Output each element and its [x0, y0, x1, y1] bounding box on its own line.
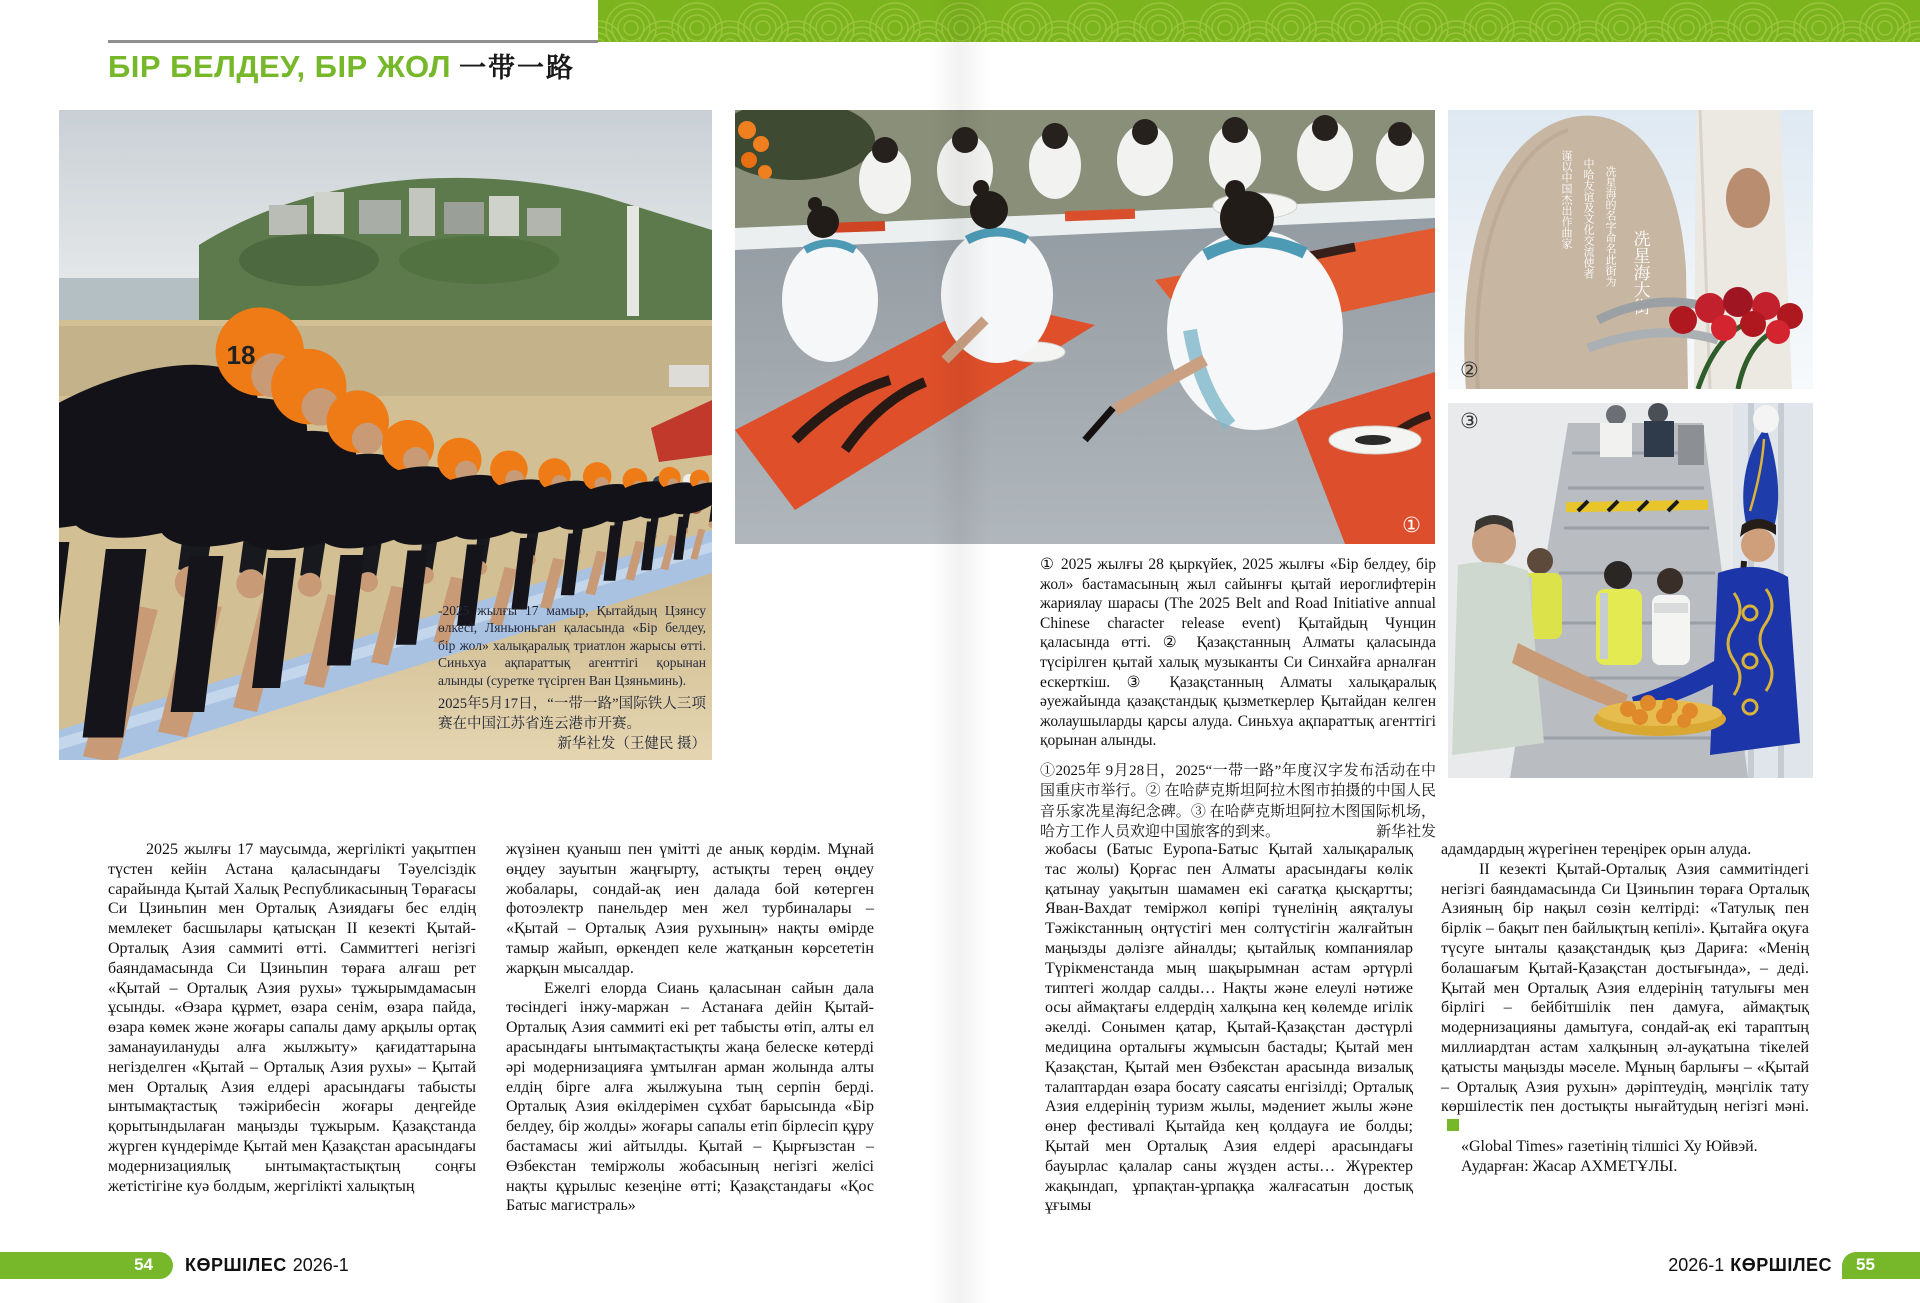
magazine-name: КӨРШІЛЕС — [185, 1254, 287, 1275]
article-paragraph: адамдардың жүрегінен тереңірек орын алуда. — [1441, 841, 1752, 858]
monument-illustration — [1448, 110, 1813, 389]
airport-illustration — [1448, 403, 1813, 778]
photo-triathlon — [59, 110, 712, 760]
page-title — [108, 46, 575, 85]
footer-right — [1662, 1250, 1920, 1280]
article-paragraph: жобасы (Батыс Еуропа-Батыс Қытай халықаралық тас жолы) Қорғас пен Алматы арасындағы көлік қатынау уақытын шамамен екі сағатқа қысқартты; Яван-Вахдат теміржол көпірі түнелінің аяқталуы Тәжікстанның оңтүстігі мен солтүстігін жалғайтын маңызды дәлізге айналды; қытайлық компаниялар Түрікменстанда мың шақырымнан астам әртүрлі типтегі жолдар салды… Нақты және елеулі нәтиже осы аймақтағы елдердің халқына кең көлемде игілік әкелді. Сонымен қатар, Қытай-Қазақстан дәстүрлі медицина орталығы жұмысын бастады; Қытай мен Қазақстан, Қытай мен Өзбекстан арасында визалық талаптардан өзара босату саясаты енгізілді; Орталық Азия елдерінің туризм жылы, мәдениет жылы және өнер фестивалі Қытайда кең қолдауға ие болды; Қытай мен Орталық Азия елдері арасындағы бауырлас қалалар саны жүзден асты… Жүректер жақындап, ұрпақтан-ұрпаққа жалғасатын достық ұғымы — [1045, 841, 1413, 1215]
monument-inscription-line3: 冼星海的名字命名此街为 — [1604, 166, 1616, 287]
photo-airport — [1448, 403, 1813, 778]
triathlon-caption — [438, 602, 706, 755]
footer-left — [0, 1250, 355, 1280]
article-column-3 — [1045, 840, 1413, 1216]
photo-number-badge: ① — [1402, 513, 1421, 537]
page-gutter-shadow — [930, 0, 990, 1303]
page-title-kazakh: БІР БЕЛДЕУ, БІР ЖОЛ — [108, 49, 452, 84]
photo-monument — [1448, 110, 1813, 389]
triathlon-caption-chinese: 2025年5月17日，“一带一路”国际铁人三项赛在中国江苏省连云港市开赛。 新华社发（王健民 摄） — [438, 696, 706, 752]
monument-street-name: 冼星海大街 — [1630, 230, 1650, 315]
article-paragraph: Ежелгі елорда Сиань қаласынан сайын дала төсіндегі інжу-маржан – Астанаға дейін Қытай-Орталық Азия саммиті екі рет табысты өтіп, алты ел арасындағы ынтымақтастықты жаңа белеске көтерді әрі модернизацияға ұмтылған арман жолында алты елдің бірге алға жылжуына тың серпін берді. Орталық Азия өкілдерімен сұхбат барысында «Бір белдеу, бір жолды» жоғары сапалы етіп бірлесіп құру бастамасы жиі айтылды. Қытай – Қырғызстан – Өзбекстан теміржолы жобасының негізгі желісі нақты құрылыс кезеңіне өтті; Қазақстандағы «Қос Батыс магистраль» — [506, 979, 874, 1215]
header-rule — [108, 40, 598, 43]
article-byline-translator: Аударған: Жасар АХМЕТҰЛЫ. — [1461, 1157, 1678, 1175]
article-column-1 — [108, 840, 476, 1196]
article-paragraph: II кезекті Қытай-Орталық Азия саммитіндегі негізгі баяндамасында Си Цзиньпин төраға Орталық Азияның бір нақыл сөзін келтірді: «Татулық пен бірлік – бақыт пен байлықтың кепілі». Қытайға оқуға түсуге ынталы қазақстандық қыз Дариға: «Менің болашағым Қытай-Қазақстан достығында», – деді. Қытай мен Орталық Азия елдерінің татулығы мен бірлігі – бейбітшілік пен дамуға, аймақтық модернизацияны дамытуға, сондай-ақ екі тараптың миллиардтан астам халқының әл-ауқатына тікелей қатысты маңызды мәселе. Мұның барлығы – «Қытай – Орталық Азия рухын» дәріптеудің, мәңгілік тату көршілестік пен достықты нығайтудың негізгі мәні. — [1441, 860, 1809, 1137]
article-byline-reporter: «Global Times» газетінің тілшісі Ху Юйвэй. — [1461, 1137, 1758, 1155]
swim-cap-number: 18 — [226, 340, 256, 370]
issue-number: 2026-1 — [1668, 1254, 1725, 1275]
page-number-badge: 54 — [0, 1252, 173, 1279]
page-number-badge: 55 — [1842, 1252, 1920, 1279]
cloud-pattern-icon — [598, 0, 1920, 42]
photo-number-badge: ③ — [1460, 409, 1479, 433]
group-caption-chinese: ①2025年 9月28日，2025“一带一路”年度汉字发布活动在中国重庆市举行。② 在哈萨克斯坦阿拉木图市拍摄的中国人民音乐家冼星海纪念碑。③ 在哈萨克斯坦阿拉木图国际机场，哈方工作人员欢迎中国旅客的到来。 新华社发 — [1040, 761, 1436, 843]
calligraphy-illustration — [735, 110, 1435, 544]
photo-number-badge: ② — [1460, 358, 1479, 382]
article-paragraph: жүзінен қуаныш пен үмітті де анық көрдім. Мұнай өңдеу зауытын жаңғырту, астықты терең өңдеу жобалары, сондай-ақ иен далада бой көтерген фотоэлектр панельдер мен жел турбиналары – «Қытай – Орталық Азия рухының» нақты өмірде тамыр жайып, өркендеп келе жатқанын көрсететін жарқын мысалдар. — [506, 841, 874, 977]
article-column-4 — [1441, 840, 1809, 1177]
photo-credit: 新华社发 — [1375, 824, 1436, 841]
header-green-bar — [598, 0, 1920, 42]
article-end-mark-icon — [1447, 1119, 1459, 1131]
article-paragraph: 2025 жылғы 17 маусымда, жергілікті уақытпен түстен кейін Астана қаласындағы Тәуелсіздік сарайында Қытай Халық Республикасының Төрағасы Си Цзиньпин мен Орталық Азиядағы бес елдің мемлекет басшылары қатысқан II кезекті Қытай-Орталық Азия саммиті өтті. Саммиттегі негізгі баяндамасында Си Цзиньпин төраға алғаш рет «Қытай – Орталық Азия рухы» тұжырымдамасын ұсынды. «Өзара құрмет, өзара сенім, өзара пайда, өзара көмек және жоғары сапалы даму арқылы ортақ заманауилануды алға жылжыту» қағидаттарына негізделген «Қытай – Орталық Азия рухы» – Қытай мен Орталық Азия елдері арасындағы табысты ынтымақтастық тәжірибесін жоғары деңгейде қорытындылаған маңызды тұжырым. Қазақстанда жүрген күндерімде Қытай мен Қазақстан арасындағы модернизациялық ынтымақтастықтың соңғы жетістігіне куә болдым, жергілікті халықтың — [108, 841, 476, 1195]
page-title-chinese: 一带一路 — [459, 53, 576, 83]
magazine-name: КӨРШІЛЕС — [1730, 1254, 1832, 1275]
monument-inscription-line2: 中哈友谊及文化交流使者 — [1582, 158, 1594, 279]
monument-inscription-line1: 谨以中国杰出作曲家 — [1560, 150, 1572, 249]
issue-number: 2026-1 — [292, 1254, 349, 1275]
photo-group-caption — [1040, 555, 1436, 843]
photo-credit: 新华社发（王健民 摄） — [557, 736, 706, 752]
triathlon-caption-kazakh: -2025 жылғы 17 мамыр, Қытайдың Цзянсу өлкесі, Ляньюньган қаласында «Бір белдеу, бір жол» халықаралық триатлон жарысы өтті. Синьхуа ақпараттық агенттігі қорынан алынды (суретке түсірген Ван Цзяньминь). — [438, 602, 706, 688]
article-column-2 — [506, 840, 874, 1216]
photo-calligraphy — [735, 110, 1435, 544]
group-caption-kazakh: ① 2025 жылғы 28 қыркүйек, 2025 жылғы «Бір белдеу, бір жол» бастамасының жыл сайынғы қытай иероглифтерін жариялау шарасы (The 2025 Belt and Road Initiative annual Chinese character release event) Қытайдың Чунцин қаласында өтті. ② Қазақстанның Алматы қаласында түсірілген қытай халық музыканты Си Синхайға арналған ескерткіш. ③ Қазақстанның Алматы халықаралық әуежайында қазақстандық қызметкерлер Қытайдан келген жолаушыларды қарсы алуда. Синьхуа ақпараттық агенттігі қорынан алынды. — [1040, 556, 1436, 750]
